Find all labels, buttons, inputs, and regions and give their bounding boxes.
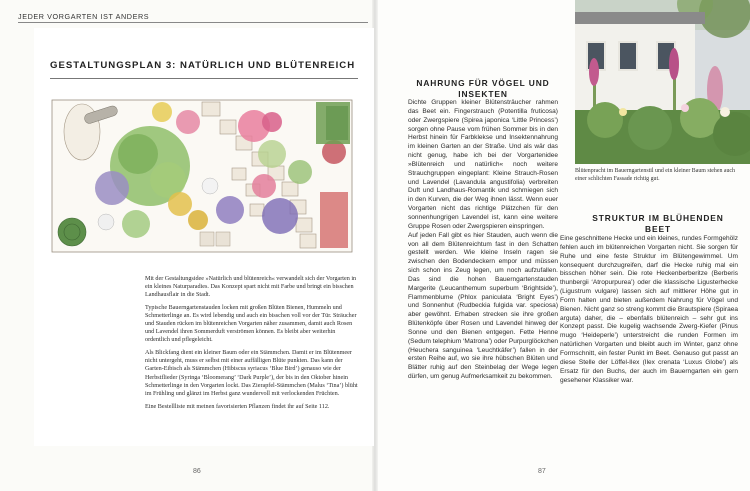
plan-title: GESTALTUNGSPLAN 3: NATÜRLICH UND BLÜTENREICH — [50, 60, 356, 71]
plan-title-rule — [50, 78, 358, 79]
photo-caption: Blütenpracht im Bauerngartenstil und ein kleiner Baum stehen auch einer schlichten Fassade richtig gut. — [575, 168, 735, 182]
nahrung-paragraph: Auf jeden Fall gibt es hier Stauden, auch wenn die von all dem Blütenreichtum fast in den Schatten gestellt werden. Wie kleine Inseln ragen sie zwischen den Bodendeckern empor und müssen sich schon ins Zeug legen, um noch aufzufallen. Das sind die hohen Bauerngartenstauden Margerite (Leucanthemum superbum ‘Brightside’), Flammenblume (Phlox paniculata ‘Bright Eyes’) und Sonnenhut (Rudbeckia fulgida var. speciosa) aber gewöhnt. Erhaben strecken sie ihre großen Blütenköpfe über Rosen und Lavendel hinweg der Sonne und den Bienen entgegen. Fette Henne (Sedum telephium ‘Matrona’) oder Purpurglöckchen (Heuchera sanguinea ‘Leuchtkäfer’) fallen in der ersten Reihe auf, wo sie ihre hübschen Blüten und Blätter ruhig auf den Steinbelag der Wege legen dürfen, um genug Aufmerksamkeit zu bekommen. — [408, 231, 558, 381]
nahrung-paragraph: Dichte Gruppen kleiner Blütensträucher rahmen das Beet ein. Fingerstrauch (Potentilla fruticosa) oder Zwergspiere (Spirea japonica ‘Little Princess’) sorgen ohne Pause vom frühen Sommer bis in den Herbst hinein für Farbklekse und Insektennahrung im kleinen Garten an der Straße. Und als wär das nicht genug, habe ich bei der Vorgartenidee »Blütenreich und natürlich« noch weitere Strauchgruppen eingeplant: Kleine Strauch-Rosen und Lavendel (Lavandula angustifolia) verbreiten Duft und Landhaus-Romantik und schmiegen sich in den Kurven, die der Weg ihnen lässt. Wenn euer Vorgarten nicht das richtige Plätzchen für den sonnenhungrigen Lavendel ist, kann eine weitere Gruppe Rosen oder Zwergspieren einspringen. — [408, 99, 558, 230]
garden-photo — [575, 0, 750, 164]
garden-plan-illustration — [50, 92, 358, 262]
left-paragraph: Als Blickfang dient ein kleiner Baum oder ein Stämmchen. Damit er im Blütenmeer nicht untergeht, muss er selbst mit einer auffälligen Blüte punkten. Das kann der Garten-Eibisch als Stämmchen (Hibiscus syriacus ‘Blue Bird’) genauso wie der Herbstflieder (Syringa ‘Bloomerang’ ‘Dark Purple’), der bis in den Oktober hinein Schmetterlinge in den Vorgarten lockt. Das Zierapfel-Stämmchen (Malus ‘Tina’) blüht im Frühling und glänzt im Herbst ganz wundervoll mit verlockenden Früchten. — [145, 350, 358, 397]
left-paragraph: Mit der Gestaltungsidee »Natürlich und blütenreich« verwandelt sich der Vorgarten in ein kleines Naturparadies. Das Konzept spart nicht mit Farbe und bringt ein bisschen Landhausflair in die Stadt. — [145, 276, 357, 299]
page-number-right: 87 — [538, 468, 546, 475]
heading-nahrung: NAHRUNG FÜR VÖGEL UND INSEKTEN — [416, 78, 550, 99]
running-head-rule — [18, 22, 368, 23]
nahrung-text-column — [408, 99, 558, 382]
page-number-left: 86 — [193, 468, 201, 475]
left-paragraph: Eine Bestellliste mit meinen favorisierten Pflanzen findet ihr auf Seite 112. — [145, 403, 330, 410]
running-head: JEDER VORGARTEN IST ANDERS — [18, 12, 150, 21]
left-body-text — [145, 275, 360, 416]
struktur-paragraph: Eine geschnittene Hecke und ein kleines, rundes Formgehölz fehlen auch im blütenreichen Vorgarten nicht. Sie sorgen für Ruhe und eine feste Struktur im Blütengewimmel. Um konsequent durchzugreifen, darf die Hecke ruhig mal ein bisschen höher sein. Die rote Heckenberberitze (Berberis thunbergii ‘Atropurpurea’) oder die klassische Ligusterhecke (Ligustrum vulgare) lassen sich auf mittlerer Höhe gut in Form halten und bieten außerdem Nahrung für Vögel und Bienen. Nicht ganz so streng kommt die Brautspiere (Spiraea arguta) daher, die – ebenfalls blütenreich – sehr gut ins Konzept passt. Die kugelig wachsende Zwerg-Kiefer (Pinus mugo ‘Heideperle’) unterstreicht die runden Formen im natürlichen Vorgarten und bleibt auch im Winter, ganz ohne Formschnitt, ein fester Punkt im Beet. Genauso gut passt an diese Stelle der Löffel-Ilex (Ilex crenata ‘Luxus Globe’) als Ersatz für den Buchs, der auch im Bauerngarten ein gern gesehener Klassiker war. — [560, 235, 738, 384]
left-paragraph: Typische Bauerngartenstauden locken mit großen Blüten Bienen, Hummeln und Schmetterlinge an. Es wird lebendig und auch ein bisschen voll vor der Tür. Sträucher und Stauden rücken im blütenreichen Vorgarten näher zusammen, damit auch Rosen und Lavendel ihren Sommerduft verströmen können. Es bleibt aber weiterhin ordentlich und pflegeleicht. — [145, 305, 357, 344]
struktur-text-column — [560, 235, 738, 385]
heading-struktur: STRUKTUR IM BLÜHENDEN BEET — [592, 213, 724, 234]
